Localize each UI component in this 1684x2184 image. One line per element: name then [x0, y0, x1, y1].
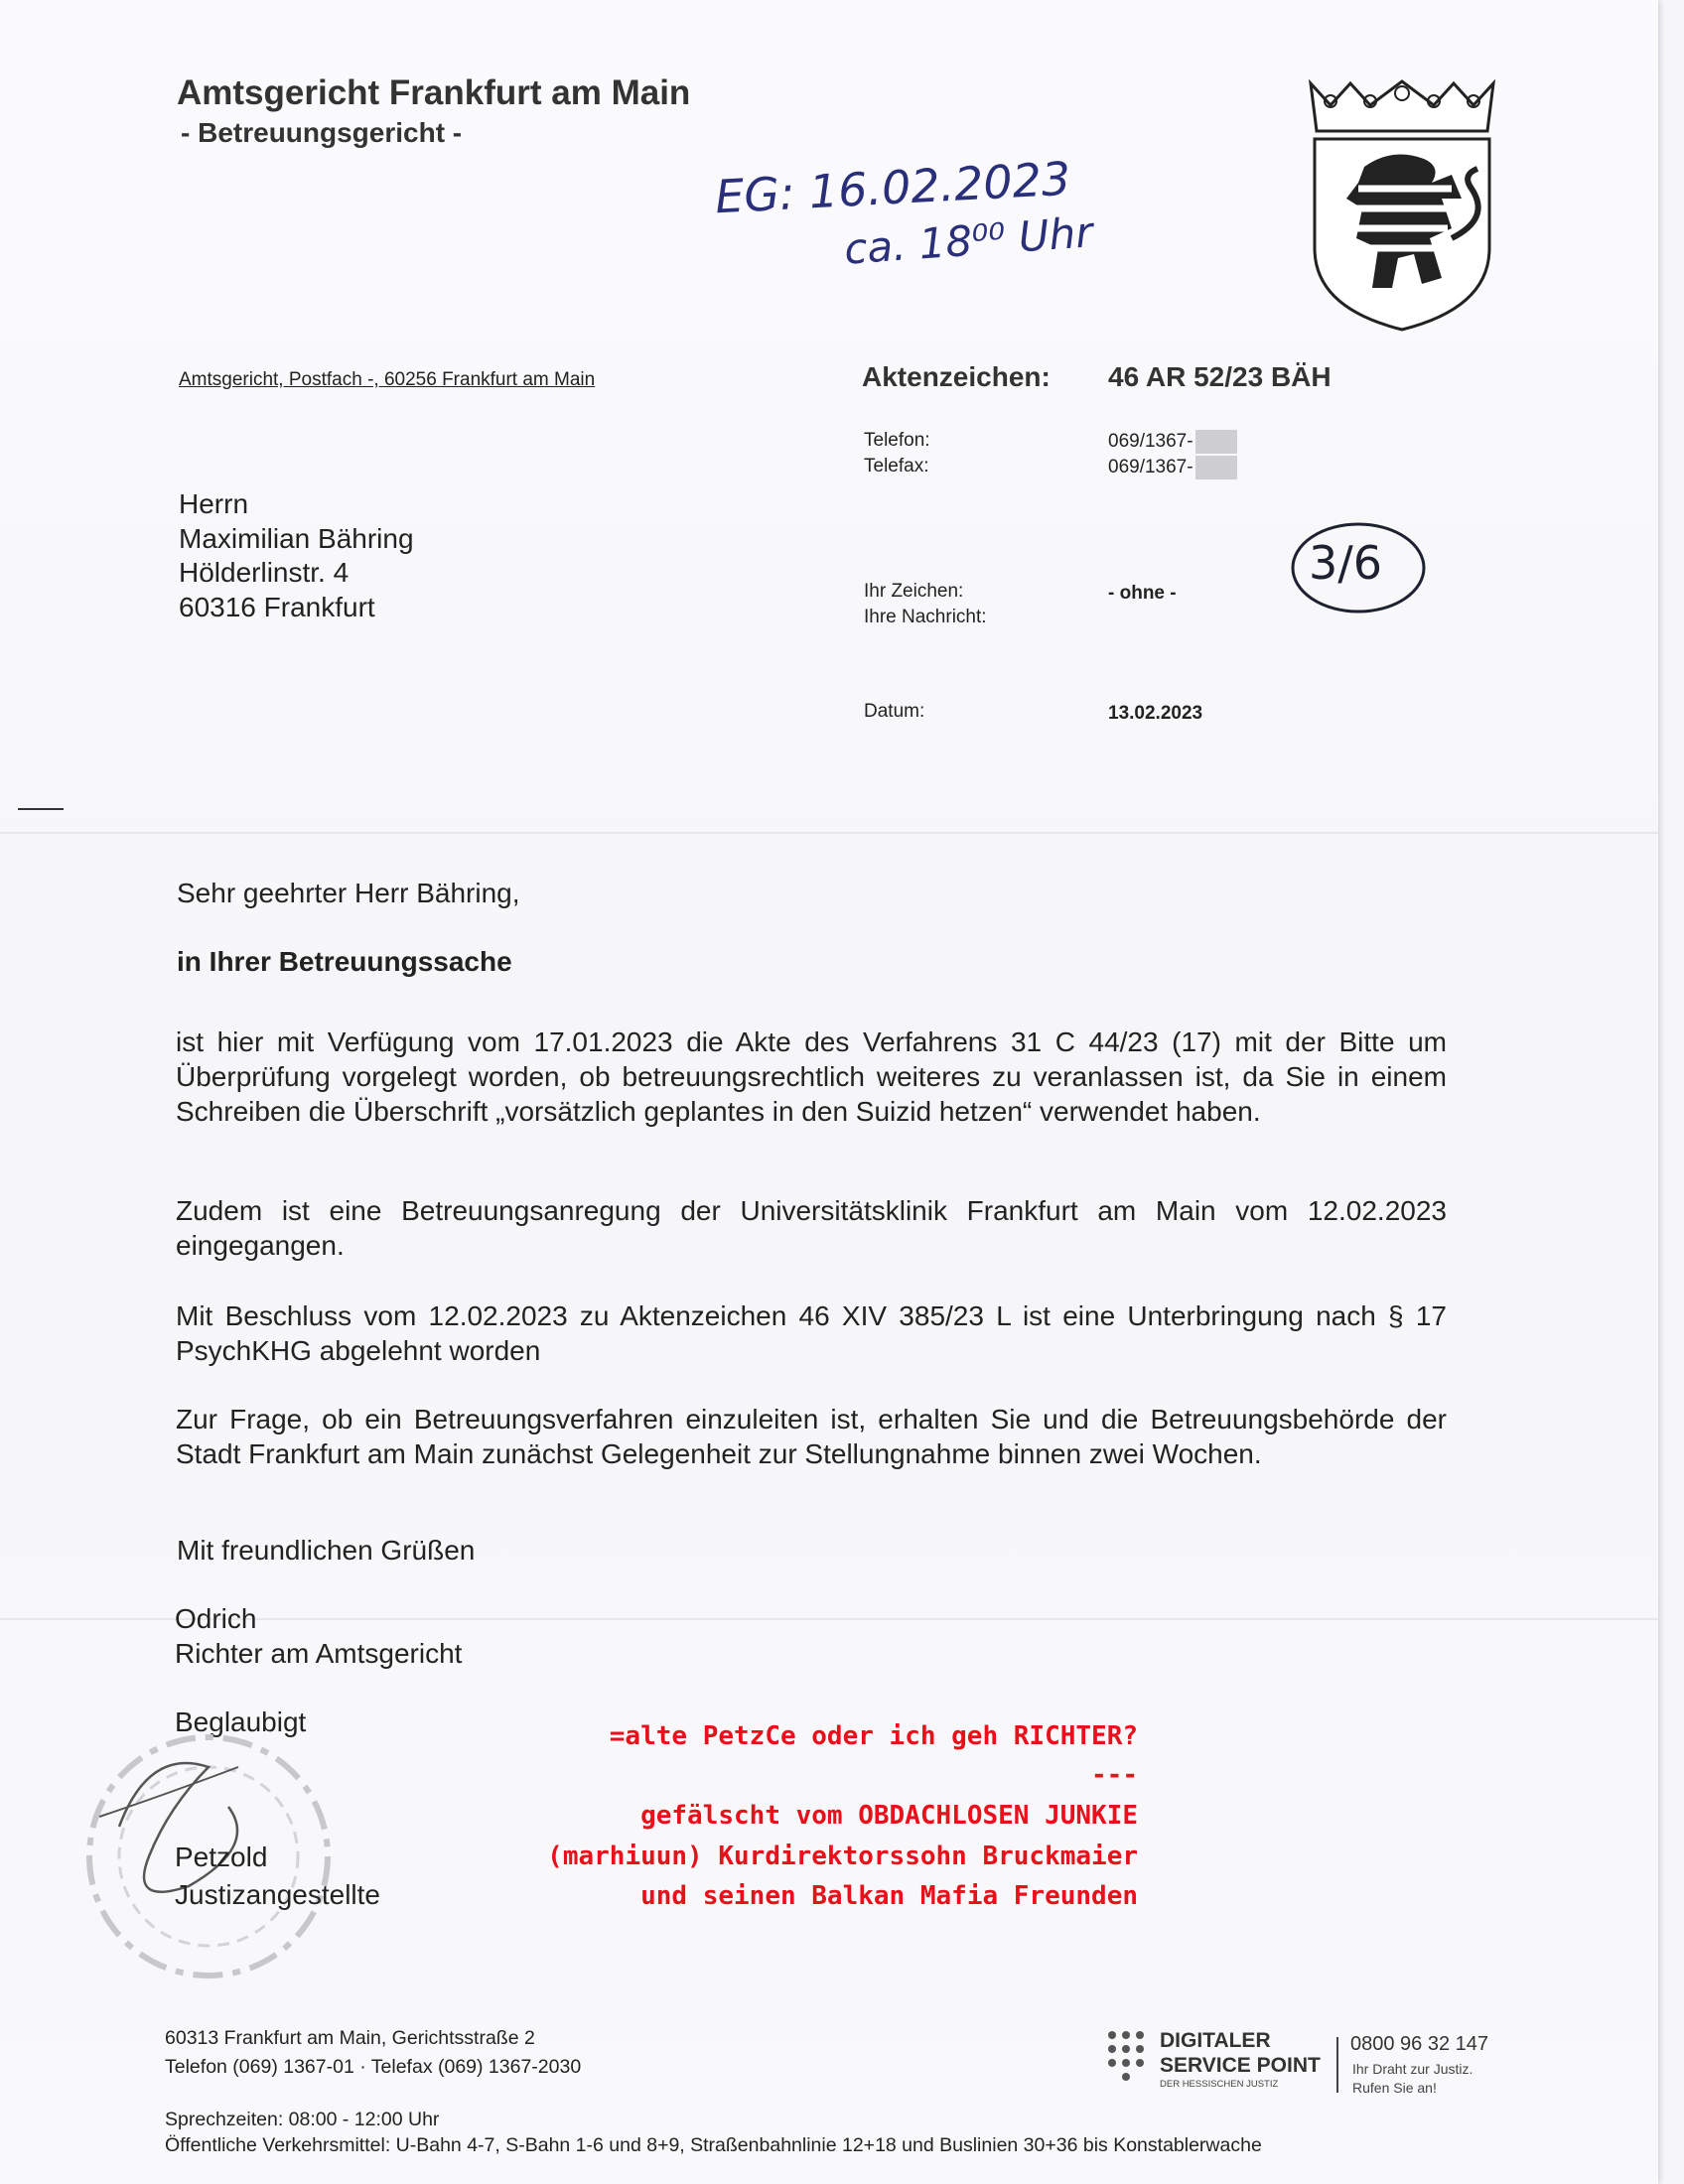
letter-paragraph: Zudem ist eine Betreuungsanregung der Universitätsklinik Frankfurt am Main vom 12.02.2023 eingegangen.	[176, 1195, 1447, 1261]
annotation-line: gefälscht vom OBDACHLOSEN JUNKIE	[640, 1801, 1138, 1831]
service-point-dots-icon	[1108, 2031, 1148, 2091]
recipient-salutation: Herrn	[179, 488, 249, 519]
service-point-tagline: Ihr Draht zur Justiz.	[1352, 2061, 1474, 2077]
datum-value: 13.02.2023	[1108, 703, 1203, 724]
telefax-value	[1108, 456, 1237, 479]
telefon-label: Telefon:	[864, 430, 930, 451]
court-name: Amtsgericht Frankfurt am Main	[177, 73, 691, 112]
hessen-lion-crest-icon	[1303, 79, 1501, 334]
service-point-phone[interactable]: 0800 96 32 147	[1350, 2033, 1489, 2055]
service-point-tagline: Rufen Sie an!	[1352, 2080, 1437, 2096]
footer-hours: Sprechzeiten: 08:00 - 12:00 Uhr	[165, 2109, 440, 2130]
aktenzeichen-value: 46 AR 52/23 BÄH	[1108, 361, 1332, 392]
redaction-block	[1195, 456, 1237, 479]
service-point-subtitle: SERVICE POINT	[1160, 2054, 1321, 2077]
certified-label: Beglaubigt	[175, 1706, 307, 1737]
ihr-zeichen-value: - ohne -	[1108, 583, 1177, 604]
signer-title: Richter am Amtsgericht	[175, 1638, 463, 1669]
recipient-name: Maximilian Bähring	[179, 523, 414, 554]
letter-closing: Mit freundlichen Grüßen	[177, 1535, 476, 1566]
service-point-caption: DER HESSISCHEN JUSTIZ	[1160, 2079, 1279, 2090]
handwritten-received-time: ca. 18⁰⁰ Uhr	[842, 207, 1095, 274]
clerk-title: Justizangestellte	[175, 1879, 381, 1910]
service-point-divider	[1336, 2037, 1338, 2093]
annotation-line: und seinen Balkan Mafia Freunden	[640, 1881, 1138, 1911]
ihr-zeichen-label: Ihr Zeichen:	[864, 581, 964, 602]
clerk-name: Petzold	[175, 1842, 268, 1872]
letter-subject: in Ihrer Betreuungssache	[177, 946, 512, 977]
letter-paragraph: ist hier mit Verfügung vom 17.01.2023 die Akte des Verfahrens 31 C 44/23 (17) mit der Bitte um Überprüfung vorgelegt worden, ob betreuungsrechtlich weiteres zu veranlassen ist, da Sie in einem Schreiben die Überschrift „vorsätzlich geplantes in den Suizid hetzen“ verwendet haben.	[176, 1026, 1447, 1127]
sender-address-line: Amtsgericht, Postfach -, 60256 Frankfurt am Main	[179, 369, 596, 390]
ihre-nachricht-label: Ihre Nachricht:	[864, 607, 987, 627]
fold-line	[0, 832, 1658, 834]
annotation-line: ---	[1091, 1760, 1138, 1790]
annotation-line: (marhiuun) Kurdirektorssohn Bruckmaier	[547, 1842, 1138, 1871]
recipient-city: 60316 Frankfurt	[179, 592, 375, 622]
redaction-block	[1195, 430, 1237, 454]
letter-paragraph: Zur Frage, ob ein Betreuungsverfahren einzuleiten ist, erhalten Sie und die Betreuungsbehörde der Stadt Frankfurt am Main zunächst Gelegenheit zur Stellungnahme binnen zwei Wochen.	[176, 1404, 1447, 1469]
telefax-number: 069/1367-	[1108, 457, 1193, 478]
footer-transit: Öffentliche Verkehrsmittel: U-Bahn 4-7, S-Bahn 1-6 und 8+9, Straßenbahnlinie 12+18 und Buslinien 30+36 bis Konstablerwache	[165, 2134, 1262, 2156]
letter-salutation: Sehr geehrter Herr Bähring,	[177, 878, 520, 908]
service-point-title: DIGITALER	[1160, 2029, 1271, 2052]
footer-address: 60313 Frankfurt am Main, Gerichtsstraße 2	[165, 2027, 535, 2049]
signer-name: Odrich	[175, 1603, 257, 1634]
telefon-value	[1108, 430, 1237, 454]
letter-paragraph: Mit Beschluss vom 12.02.2023 zu Aktenzeichen 46 XIV 385/23 L ist eine Unterbringung nach § 17 PsychKHG abgelehnt worden	[176, 1300, 1447, 1366]
footer-phone: Telefon (069) 1367-01 · Telefax (069) 1367-2030	[165, 2056, 582, 2078]
aktenzeichen-label: Aktenzeichen:	[862, 361, 1051, 392]
annotation-line: =alte PetzCe oder ich geh RICHTER?	[609, 1721, 1138, 1751]
court-subtitle: - Betreuungsgericht -	[181, 117, 463, 148]
fold-mark	[18, 808, 64, 810]
datum-label: Datum:	[864, 701, 925, 722]
handwritten-page-marker: 3/6	[1309, 536, 1383, 590]
recipient-street: Hölderlinstr. 4	[179, 557, 350, 588]
handwritten-received-date: EG: 16.02.2023	[713, 151, 1072, 224]
telefon-number: 069/1367-	[1108, 431, 1193, 453]
telefax-label: Telefax:	[864, 456, 929, 477]
